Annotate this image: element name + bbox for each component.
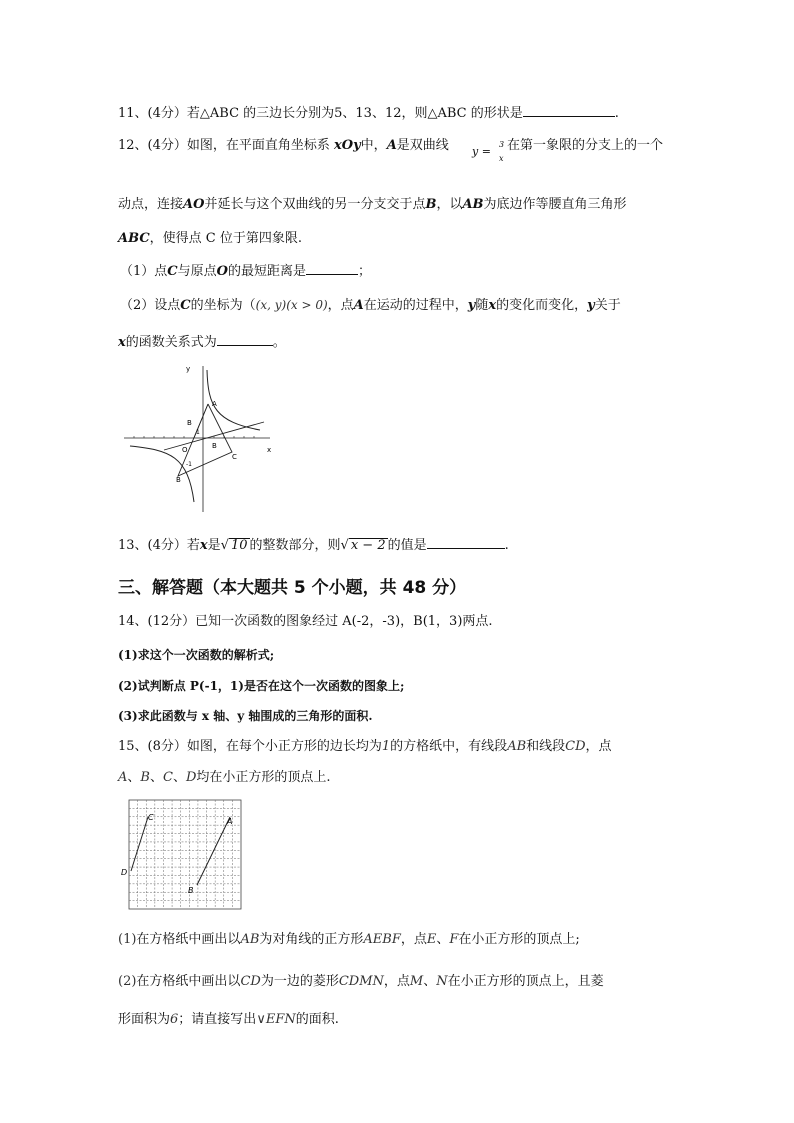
label-b-far: B bbox=[176, 476, 181, 484]
q15-p2-num: (2) bbox=[118, 974, 137, 989]
q12-ao: AO bbox=[183, 197, 205, 212]
q13-sqrt-10: 10 bbox=[230, 538, 248, 553]
q12-point-a: A bbox=[386, 138, 397, 153]
q12-part2-last-a: 的函数关系式为 bbox=[125, 335, 217, 350]
q15-part2 bbox=[118, 973, 604, 991]
q15-line1-b: 的方格纸中，有线段 bbox=[390, 739, 508, 754]
q12-line1 bbox=[118, 137, 449, 155]
q15-b: B bbox=[140, 770, 150, 785]
segment-ab bbox=[197, 817, 233, 885]
q15-p1-c: ，点 bbox=[400, 932, 427, 947]
q15-line2 bbox=[118, 769, 331, 787]
q12-part2-c-point: C bbox=[180, 298, 191, 313]
q15-p2-g: 的面积. bbox=[295, 1012, 339, 1027]
q13-mid1: 是 bbox=[207, 538, 221, 553]
q12-part1-blank[interactable] bbox=[306, 262, 358, 275]
q12-part2-y: y bbox=[467, 298, 476, 313]
label-a: A bbox=[212, 400, 217, 408]
q15-c: C bbox=[162, 770, 173, 785]
q15-cd: CD bbox=[565, 739, 586, 754]
grid-label-d: D bbox=[121, 868, 128, 877]
q15-p2-d: 在小正方形的顶点上，且菱 bbox=[447, 974, 604, 989]
q12-formula-y: y = bbox=[472, 145, 491, 158]
q12-part2-comma: ，点 bbox=[327, 298, 354, 313]
q13-x: x bbox=[199, 538, 208, 553]
q15-p2-a: 在方格纸中画出以 bbox=[136, 974, 241, 989]
q12-line2-b: 并延长与这个双曲线的另一分支交于点 bbox=[204, 197, 426, 212]
q11-suffix: . bbox=[614, 106, 619, 121]
q12-formula bbox=[472, 140, 505, 163]
q15-p1-f: F bbox=[449, 932, 459, 947]
q15-p1-num: (1) bbox=[118, 932, 137, 947]
q15-sep1: 、 bbox=[127, 770, 141, 785]
q12-part2-f: 的变化而变化， bbox=[496, 298, 588, 313]
q12-part2-g: 关于 bbox=[594, 298, 621, 313]
section-heading: 三、解答题（本大题共 5 个小题，共 48 分） bbox=[118, 578, 467, 598]
q15-p1-d: 在小正方形的顶点上; bbox=[458, 932, 580, 947]
q12-mid3: 在第一象限的分支上的一个 bbox=[507, 138, 664, 153]
q15-line1 bbox=[118, 738, 612, 756]
q15-ab: AB bbox=[507, 739, 527, 754]
q12-mid2: 是双曲线 bbox=[396, 138, 449, 153]
q13-mid3: 的值是 bbox=[387, 538, 427, 553]
q12-part2-y2: y bbox=[587, 298, 595, 313]
q15-line1-d: ，点 bbox=[585, 739, 612, 754]
q15-part1 bbox=[118, 931, 580, 949]
q15-p2-n: N bbox=[436, 974, 448, 989]
q12-mid1: 中， bbox=[360, 138, 387, 153]
label-b-upper: B bbox=[187, 419, 192, 427]
q12-part2-math: (x, y)(x > 0) bbox=[255, 298, 328, 312]
label-o: O bbox=[182, 446, 188, 454]
q15-p1-sep: 、 bbox=[436, 932, 450, 947]
q15-p1-a: 在方格纸中画出以 bbox=[136, 932, 241, 947]
grid-label-c: C bbox=[148, 813, 154, 822]
q12-part2-e: 随 bbox=[475, 298, 489, 313]
q12-part2 bbox=[120, 296, 621, 315]
q12-formula-den: x bbox=[499, 154, 504, 163]
q12-part2-x: x bbox=[488, 298, 497, 313]
q15-line1-c: 和线段 bbox=[526, 739, 566, 754]
q15-p2-cdmn: CDMN bbox=[338, 974, 384, 989]
q13-prefix: 13、(4分）若 bbox=[118, 538, 200, 553]
q12-part2-x2: x bbox=[118, 335, 126, 350]
q11-answer-blank[interactable] bbox=[523, 104, 615, 117]
q12-part2-d: 在运动的过程中， bbox=[363, 298, 468, 313]
q15-p2-c: ，点 bbox=[383, 974, 410, 989]
q15-p2-e: 形面积为 bbox=[118, 1012, 171, 1027]
q11-line bbox=[118, 104, 619, 123]
label-c: C bbox=[232, 453, 237, 461]
q15-p2-f: ；请直接写出 bbox=[178, 1012, 257, 1027]
q12-point-c: C bbox=[167, 264, 178, 279]
q15-p2-m: M bbox=[409, 974, 424, 989]
grid-label-b: B bbox=[188, 886, 194, 895]
q14-item2: (2)试判断点 P(-1，1)是否在这个一次函数的图象上; bbox=[118, 679, 405, 693]
q15-a: A bbox=[118, 770, 128, 785]
q12-part2-b: 的坐标为（ bbox=[190, 298, 256, 313]
q12-prefix: 12、(4分）如图，在平面直角坐标系 bbox=[118, 138, 330, 153]
q12-formula-num: 3 bbox=[499, 140, 505, 149]
q13-sqrt-x-minus-2: x − 2 bbox=[350, 538, 386, 553]
q12-part1-b: 与原点 bbox=[177, 264, 217, 279]
q12-part2-last-b: 。 bbox=[272, 335, 286, 350]
q12-point-o: O bbox=[216, 264, 228, 279]
q11-text: 11、(4分）若△ABC 的三边长分别为5、13、12，则△ABC 的形状是 bbox=[118, 106, 523, 121]
q15-sep3: 、 bbox=[172, 770, 186, 785]
q15-p1-aebf: AEBF bbox=[363, 932, 401, 947]
q15-p1-ab: AB bbox=[240, 932, 260, 947]
q13-line: 13、(4分）若x是√ 10 的整数部分，则√ x − 2 的值是 . bbox=[118, 538, 509, 553]
q12-point-b: B bbox=[425, 197, 437, 212]
q12-line2-d: 为底边作等腰直角三角形 bbox=[483, 197, 627, 212]
q15-p2-cd: CD bbox=[240, 974, 261, 989]
q12-line1-tail bbox=[507, 137, 663, 155]
q15-d: D bbox=[185, 770, 197, 785]
q12-part1-d: ； bbox=[358, 264, 372, 279]
q15-one: 1 bbox=[381, 739, 391, 754]
hyperbola-figure bbox=[120, 362, 280, 514]
q12-abc: ABC bbox=[118, 231, 150, 246]
q12-line2-a: 动点，连接 bbox=[118, 197, 184, 212]
q12-part1-a: （1）点 bbox=[120, 264, 168, 279]
q15-p2-triangle: ∨EFN bbox=[256, 1012, 296, 1027]
q14-item1: (1)求这个一次函数的解析式; bbox=[118, 648, 275, 662]
q12-line3 bbox=[118, 230, 302, 248]
q12-line2 bbox=[118, 196, 627, 214]
grid-border bbox=[129, 800, 241, 909]
q15-p1-b: 为对角线的正方形 bbox=[259, 932, 364, 947]
label-b-lower: B bbox=[212, 442, 217, 450]
q12-part2-blank[interactable] bbox=[217, 333, 273, 346]
q12-part1 bbox=[120, 262, 371, 281]
label-one: 1 bbox=[196, 429, 200, 436]
hyperbola-branch-q3 bbox=[130, 446, 194, 502]
q13-suffix: . bbox=[504, 538, 509, 553]
label-y: y bbox=[186, 365, 191, 373]
q12-part2-a: （2）设点 bbox=[120, 298, 181, 313]
label-x: x bbox=[267, 446, 272, 454]
q13-mid2: 的整数部分，则 bbox=[249, 538, 341, 553]
q15-p2-b: 为一边的菱形 bbox=[260, 974, 339, 989]
q12-part2-a-point: A bbox=[353, 298, 364, 313]
q15-line1-a: 15、(8分）如图，在每个小正方形的边长均为 bbox=[118, 739, 382, 754]
q14-line1: 14、(12分）已知一次函数的图象经过 A(-2，-3)，B(1，3)两点. bbox=[118, 614, 493, 629]
q12-part2-line2 bbox=[118, 333, 286, 352]
q15-p2-six: 6 bbox=[170, 1012, 179, 1027]
q12-coord-system: xOy bbox=[334, 138, 361, 153]
q15-sep2: 、 bbox=[149, 770, 163, 785]
q12-line2-c: ，以 bbox=[436, 197, 463, 212]
q14-item3: (3)求此函数与 x 轴、y 轴围成的三角形的面积. bbox=[118, 709, 373, 723]
grid-label-a: A bbox=[227, 817, 233, 826]
grid-figure bbox=[118, 797, 248, 913]
q12-ab: AB bbox=[462, 197, 484, 212]
q15-part2-line2 bbox=[118, 1011, 339, 1029]
q12-part1-c: 的最短距离是 bbox=[227, 264, 306, 279]
q15-p1-e: E bbox=[426, 932, 437, 947]
q15-p2-sep: 、 bbox=[423, 974, 437, 989]
grid-lines bbox=[129, 800, 241, 909]
q15-line2-tail: 均在小正方形的顶点上. bbox=[196, 770, 331, 785]
label-neg1: -1 bbox=[186, 461, 192, 468]
q13-answer-blank[interactable] bbox=[427, 536, 505, 549]
q12-line3-text: ，使得点 C 位于第四象限. bbox=[149, 231, 303, 246]
